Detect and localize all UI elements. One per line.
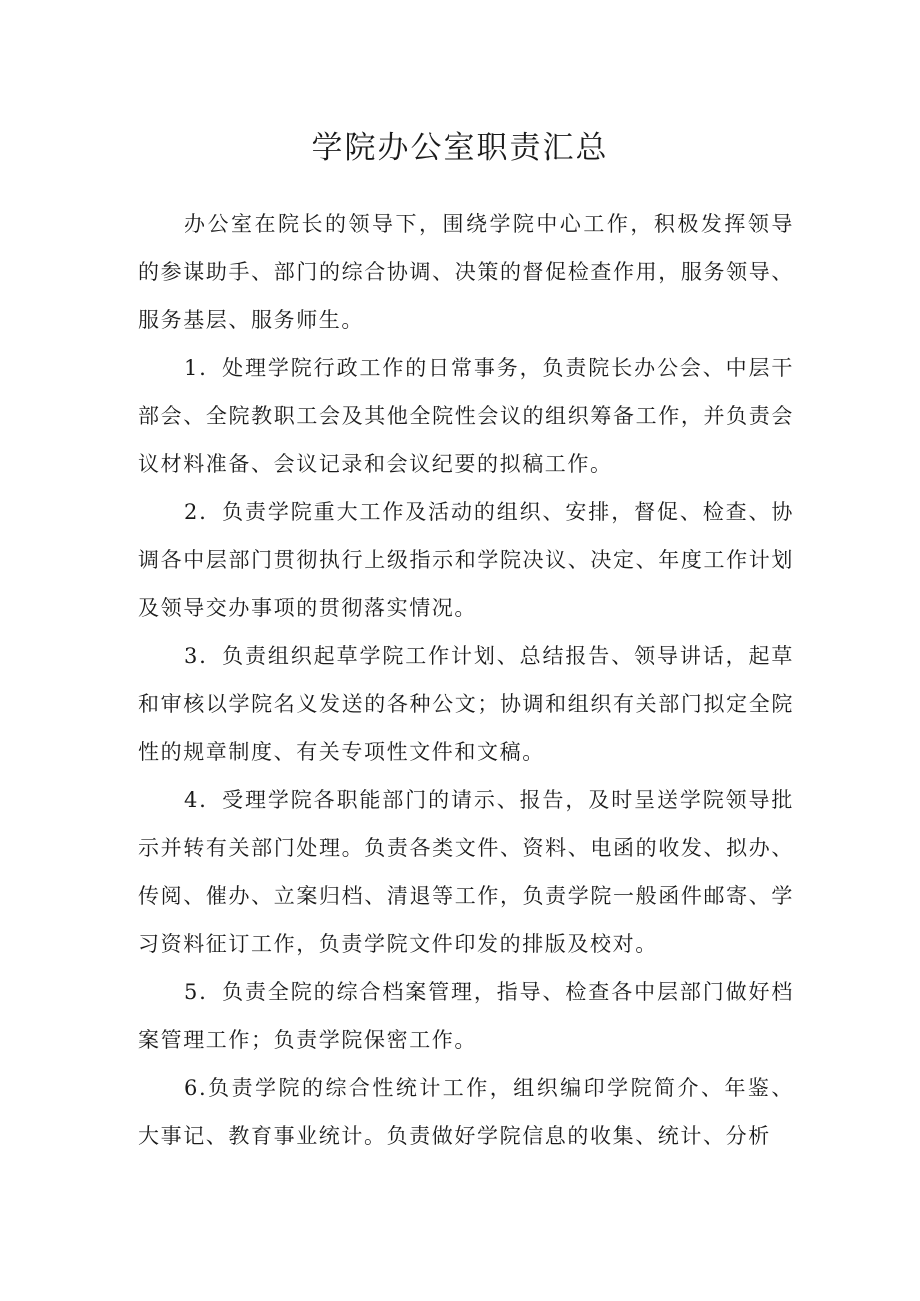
- document-body: [138, 200, 794, 1160]
- paragraph-item-3: 3．负责组织起草学院工作计划、总结报告、领导讲话，起草和审核以学院名义发送的各种公文；协调和组织有关部门拟定全院性的规章制度、有关专项性文件和文稿。: [138, 644, 794, 764]
- paragraph-intro: 办公室在院长的领导下，围绕学院中心工作，积极发挥领导的参谋助手、部门的综合协调、决策的督促检查作用，服务领导、服务基层、服务师生。: [138, 212, 794, 332]
- paragraph-item-5: 5．负责全院的综合档案管理，指导、检查各中层部门做好档案管理工作；负责学院保密工作。: [138, 980, 794, 1052]
- paragraph-item-1: 1．处理学院行政工作的日常事务，负责院长办公会、中层干部会、全院教职工会及其他全院性会议的组织筹备工作，并负责会议材料准备、会议记录和会议纪要的拟稿工作。: [138, 356, 794, 476]
- paragraph-item-6: 6.负责学院的综合性统计工作，组织编印学院简介、年鉴、大事记、教育事业统计。负责做好学院信息的收集、统计、分析: [138, 1076, 794, 1148]
- paragraph-item-2: 2．负责学院重大工作及活动的组织、安排，督促、检查、协调各中层部门贯彻执行上级指示和学院决议、决定、年度工作计划及领导交办事项的贯彻落实情况。: [138, 500, 794, 620]
- paragraph-item-4: 4．受理学院各职能部门的请示、报告，及时呈送学院领导批示并转有关部门处理。负责各类文件、资料、电函的收发、拟办、传阅、催办、立案归档、清退等工作，负责学院一般函件邮寄、学习资料征订工作，负责学院文件印发的排版及校对。: [138, 788, 794, 956]
- page-title: 学院办公室职责汇总: [311, 130, 609, 166]
